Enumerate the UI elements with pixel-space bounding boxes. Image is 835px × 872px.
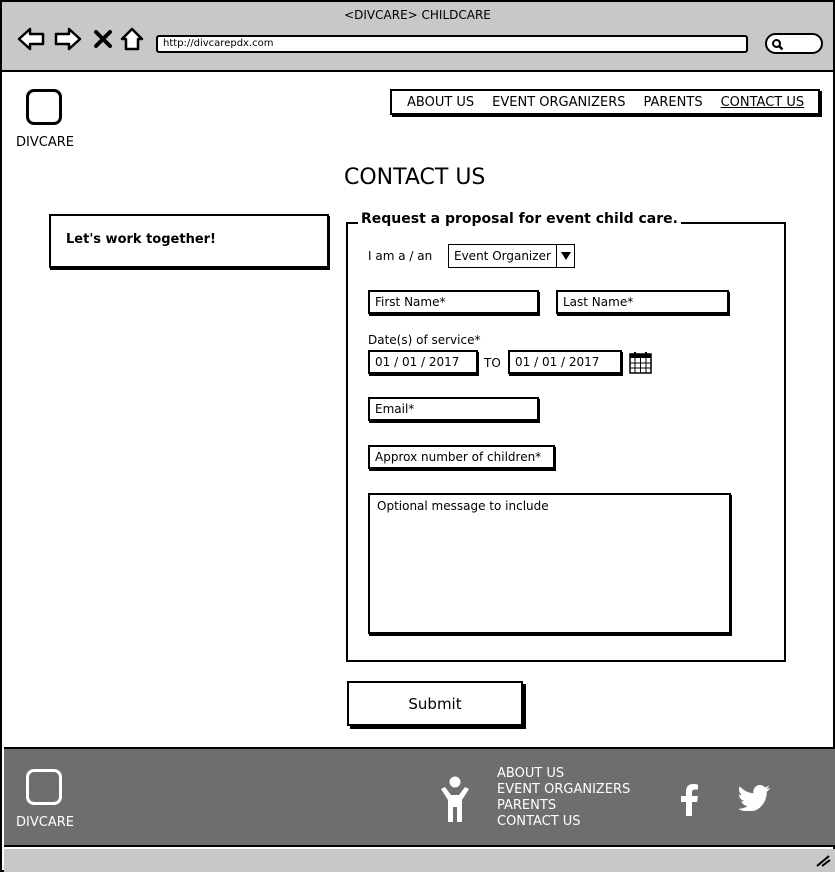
iam-label: I am a / an	[368, 249, 433, 263]
nav-item-about-us[interactable]: ABOUT US	[407, 94, 475, 110]
person-icon	[438, 776, 472, 826]
message-textarea[interactable]: Optional message to include	[368, 493, 731, 634]
resize-handle-icon[interactable]	[815, 853, 831, 867]
logo-icon[interactable]	[26, 89, 62, 125]
footer-links	[497, 766, 630, 830]
form-legend: Request a proposal for event child care.	[358, 211, 681, 227]
facebook-icon[interactable]	[679, 784, 699, 820]
date-from-field[interactable]: 01 / 01 / 2017	[368, 350, 478, 374]
children-count-field[interactable]: Approx number of children*	[368, 445, 555, 469]
top-navigation	[390, 89, 820, 115]
sidebar-callout: Let's work together!	[49, 214, 329, 268]
role-select[interactable]	[448, 244, 575, 268]
home-icon[interactable]	[117, 24, 147, 54]
brand-name: DIVCARE	[16, 135, 74, 150]
back-icon[interactable]	[16, 24, 46, 54]
nav-item-event-organizers[interactable]: EVENT ORGANIZERS	[492, 94, 626, 110]
nav-item-contact-us[interactable]: CONTACT US	[720, 94, 805, 110]
twitter-icon[interactable]	[739, 785, 771, 815]
footer	[4, 747, 835, 847]
dates-label: Date(s) of service*	[368, 333, 481, 347]
page-title: CONTACT US	[344, 165, 486, 190]
footer-logo-icon[interactable]	[26, 769, 62, 805]
email-field[interactable]: Email*	[368, 397, 539, 421]
url-bar[interactable]: http://divcarepdx.com	[156, 35, 748, 53]
date-to-field[interactable]: 01 / 01 / 2017	[508, 350, 622, 374]
footer-link-about-us[interactable]: ABOUT US	[497, 766, 565, 781]
submit-button[interactable]: Submit	[347, 681, 523, 726]
footer-brand-name: DIVCARE	[16, 815, 74, 830]
nav-item-parents[interactable]: PARENTS	[643, 94, 703, 110]
browser-search[interactable]	[765, 33, 823, 54]
search-icon	[771, 38, 784, 51]
footer-link-contact-us[interactable]: CONTACT US	[497, 814, 581, 829]
chevron-down-icon	[556, 245, 574, 267]
browser-chrome	[2, 2, 833, 72]
stop-icon[interactable]	[88, 24, 118, 54]
calendar-icon[interactable]	[629, 351, 652, 378]
last-name-field[interactable]: Last Name*	[556, 290, 729, 314]
first-name-field[interactable]: First Name*	[368, 290, 539, 314]
to-label: TO	[484, 356, 501, 370]
footer-link-event-organizers[interactable]: EVENT ORGANIZERS	[497, 782, 631, 797]
window-title: <DIVCARE> CHILDCARE	[344, 8, 491, 22]
role-select-value: Event Organizer	[454, 249, 551, 263]
footer-link-parents[interactable]: PARENTS	[497, 798, 557, 813]
forward-icon[interactable]	[53, 24, 83, 54]
status-bar	[4, 849, 835, 872]
